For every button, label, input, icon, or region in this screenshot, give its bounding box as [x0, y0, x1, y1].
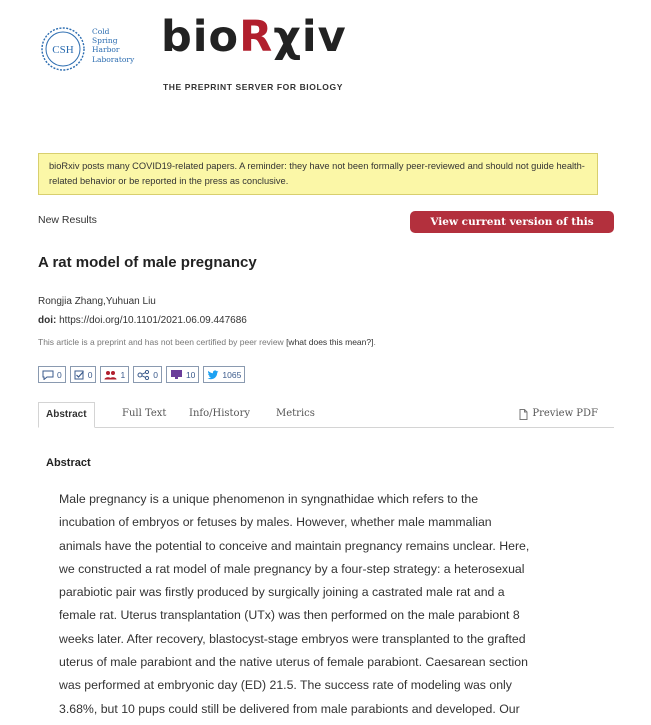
shares-badge[interactable]: [133, 366, 162, 383]
reviews-badge[interactable]: [70, 366, 97, 383]
article-tabs: [38, 402, 614, 428]
comments-badge[interactable]: [38, 366, 66, 383]
brand-prefix: bio: [161, 12, 240, 62]
preprint-note: [38, 337, 376, 347]
preview-pdf-label: Preview PDF: [532, 408, 598, 419]
blogs-count: 10: [185, 369, 196, 380]
comments-count: 0: [57, 369, 62, 380]
institution-name: [92, 27, 152, 64]
covid-notice: bioRxiv posts many COVID19-related papers. A reminder: they have not been formally peer-reviewed and should not guide health-related behavior or be reported in the press as conclusive.: [38, 153, 598, 195]
shares-count: 0: [153, 369, 158, 380]
csh-logo[interactable]: [40, 26, 86, 72]
what-does-this-mean-link[interactable]: [what does this mean?]: [286, 337, 374, 347]
abstract-line: we constructed a rat model of male pregnancy by a four-step strategy: a heterosexual: [59, 561, 525, 576]
abstract-line: 3.68%, but 10 pups could still be delivered from male parabionts and developed. Our: [59, 701, 520, 716]
abstract-line: weeks later. After recovery, blastocyst-stage embryos were transplanted to the grafted: [59, 631, 526, 646]
brand-accent: R: [239, 12, 274, 62]
institution-line: Spring: [92, 36, 118, 46]
abstract-line: incubation of embryos or fetuses by males. However, whether male mammalian: [59, 515, 492, 530]
abstract-line: female rat. Uterus transplantation (UTx) was then performed on the male parabiont 8: [59, 608, 520, 623]
twitter-count: 1065: [222, 369, 242, 380]
share-icon: [137, 370, 150, 380]
twitter-icon: [207, 370, 219, 380]
users-icon: [104, 370, 117, 380]
tab-preview-pdf[interactable]: [519, 402, 598, 426]
institution-line: Cold: [92, 27, 110, 36]
tab-abstract[interactable]: Abstract: [38, 402, 95, 428]
abstract-line: uterus of male parabiont and the native uterus of female parabiont. Caesarean section: [59, 655, 528, 670]
csh-badge-text: CSH: [52, 44, 74, 56]
abstract-line: parabiotic pair was firstly produced by surgically joining a castrated male rat and a: [59, 585, 505, 600]
metrics-bar: [38, 366, 245, 383]
document-icon: [519, 409, 528, 420]
site-header: [0, 0, 651, 110]
doi-link[interactable]: https://doi.org/10.1101/2021.06.09.447686: [59, 315, 247, 326]
brand-suffix: χiv: [273, 12, 347, 62]
institution-line: Laboratory: [92, 54, 135, 64]
mentions-badge[interactable]: [100, 366, 129, 383]
checkbox-icon: [74, 370, 85, 380]
tab-info-history[interactable]: Info/History: [189, 408, 251, 419]
biorxiv-logo[interactable]: [161, 12, 347, 62]
view-current-version-button[interactable]: View current version of this article: [410, 211, 614, 233]
preprint-note-text: This article is a preprint and has not been certified by peer review: [38, 337, 284, 347]
doi-label: doi:: [38, 315, 57, 326]
article-title: A rat model of male pregnancy: [38, 254, 257, 271]
section-label: New Results: [38, 214, 97, 226]
twitter-badge[interactable]: [203, 366, 245, 383]
authors: Rongjia Zhang,Yuhuan Liu: [38, 296, 156, 307]
comment-icon: [42, 370, 54, 380]
abstract-body: [59, 488, 599, 720]
abstract-line: was performed at embryonic day (ED) 21.5. The success rate of modeling was only: [59, 678, 512, 693]
reviews-count: 0: [87, 369, 93, 380]
mentions-count: 1: [120, 369, 126, 380]
tab-metrics[interactable]: Metrics: [276, 408, 315, 419]
blogs-badge[interactable]: [166, 366, 199, 383]
doi: [38, 315, 247, 326]
tagline: THE PREPRINT SERVER FOR BIOLOGY: [163, 82, 343, 92]
preprint-note-end: .: [373, 337, 376, 347]
abstract-line: animals have the potential to conceive and maintain pregnancy remains unclear. Here,: [59, 538, 530, 553]
abstract-line: Male pregnancy is a unique phenomenon in syngnathidae which refers to the: [59, 492, 479, 506]
monitor-icon: [170, 369, 183, 380]
tab-full-text[interactable]: Full Text: [122, 408, 167, 419]
abstract-heading: Abstract: [46, 457, 91, 469]
institution-line: Harbor: [92, 45, 120, 55]
